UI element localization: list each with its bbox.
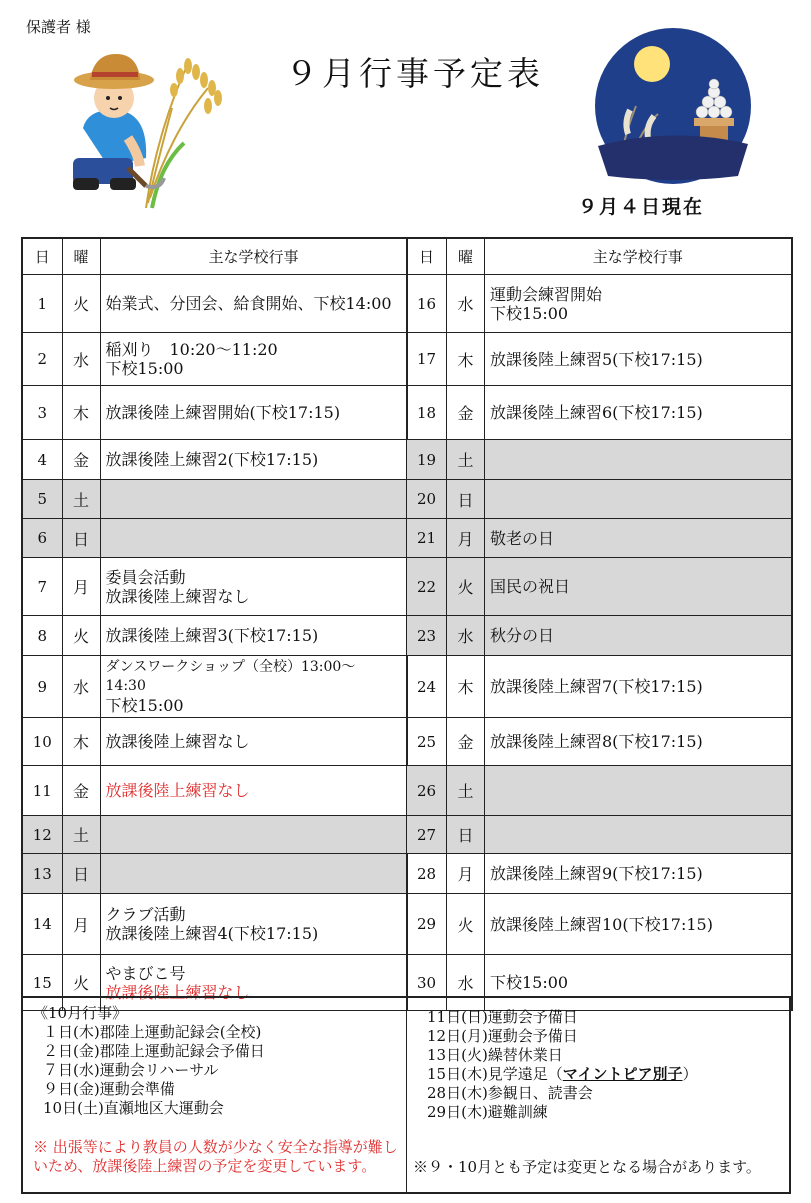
october-item: 29日(木)避難訓練 (427, 1103, 548, 1121)
table-row (22, 766, 407, 816)
weekday-cell: 火 (62, 955, 100, 1011)
table-row (407, 766, 792, 816)
table-row (22, 386, 407, 440)
weekday-cell: 火 (62, 616, 100, 656)
day-cell: 14 (22, 894, 62, 955)
event-line: 運動会練習開始 (490, 284, 603, 304)
event-line: 敬老の日 (490, 528, 555, 548)
weekday-cell: 月 (62, 894, 100, 955)
table-row (407, 718, 792, 766)
weekday-cell: 木 (447, 656, 485, 718)
event-cell (100, 616, 407, 656)
event-cell (485, 616, 792, 656)
day-cell: 17 (407, 333, 447, 386)
day-cell: 4 (22, 440, 62, 480)
table-row (407, 854, 792, 894)
schedule-table-left (21, 237, 408, 1011)
weekday-cell: 月 (447, 854, 485, 894)
weekday-cell: 金 (447, 386, 485, 440)
event-line: やまびこ号 (105, 963, 186, 983)
table-row (22, 519, 407, 558)
event-line: 国民の祝日 (490, 577, 571, 596)
event-line: 放課後陸上練習開始(下校17:15) (105, 403, 341, 422)
event-line: 放課後陸上練習3(下校17:15) (105, 626, 319, 645)
event-cell (100, 816, 407, 854)
weekday-cell: 水 (447, 616, 485, 656)
day-cell: 26 (407, 766, 447, 816)
day-cell: 19 (407, 440, 447, 480)
page-title: ９月行事予定表 (285, 54, 544, 93)
event-line: 稲刈り 10:20～11:20 (105, 340, 278, 359)
table-row (22, 616, 407, 656)
table-row (22, 894, 407, 955)
weekday-cell: 日 (447, 816, 485, 854)
event-cell (100, 854, 407, 894)
day-cell: 12 (22, 816, 62, 854)
event-cell (485, 656, 792, 718)
schedule-change-note: ※９・10月とも予定は変更となる場合があります。 (413, 1158, 761, 1176)
table-row (22, 816, 407, 854)
table-row (407, 480, 792, 519)
table-row (407, 275, 792, 333)
day-cell: 27 (407, 816, 447, 854)
table-row (22, 558, 407, 616)
event-cell (485, 854, 792, 894)
excursion-close: ） (682, 1065, 698, 1083)
day-cell: 7 (22, 558, 62, 616)
day-cell: 23 (407, 616, 447, 656)
event-cell (485, 480, 792, 519)
table-row (22, 440, 407, 480)
event-cell (485, 558, 792, 616)
day-cell: 28 (407, 854, 447, 894)
header-weekday: 曜 (447, 238, 485, 275)
weekday-cell: 木 (62, 386, 100, 440)
event-cell (485, 519, 792, 558)
header-event: 主な学校行事 (100, 238, 407, 275)
farmer-illustration (68, 48, 238, 213)
october-item (413, 1065, 783, 1084)
weekday-cell: 火 (447, 894, 485, 955)
october-item: 10日(土)直瀬地区大運動会 (43, 1099, 224, 1117)
table-row (22, 854, 407, 894)
table-row (407, 519, 792, 558)
table-row (22, 718, 407, 766)
weekday-cell: 水 (447, 275, 485, 333)
event-line: 放課後陸上練習10(下校17:15) (490, 914, 713, 934)
event-cell (100, 718, 407, 766)
october-item: 12日(月)運動会予備日 (427, 1027, 578, 1045)
header-day: 日 (407, 238, 447, 275)
event-line: 下校15:00 (105, 359, 184, 378)
event-line: 放課後陸上練習8(下校17:15) (490, 732, 703, 751)
weekday-cell: 土 (447, 766, 485, 816)
day-cell: 22 (407, 558, 447, 616)
event-cell (485, 894, 792, 955)
table-row (407, 616, 792, 656)
weekday-cell: 水 (62, 333, 100, 386)
header-event: 主な学校行事 (485, 238, 792, 275)
october-item: 11日(日)運動会予備日 (427, 1008, 578, 1026)
weekday-cell: 火 (62, 275, 100, 333)
day-cell: 1 (22, 275, 62, 333)
table-row (22, 656, 407, 718)
event-line: 下校15:00 (490, 973, 569, 992)
october-item: ９日(金)運動会準備 (43, 1080, 175, 1098)
excursion-place: マイントピア別子 (562, 1065, 683, 1083)
header-weekday: 曜 (62, 238, 100, 275)
day-cell: 29 (407, 894, 447, 955)
october-heading: 《10月行事》 (33, 1004, 128, 1022)
event-line: 放課後陸上練習4(下校17:15) (105, 924, 319, 943)
weekday-cell: 日 (447, 480, 485, 519)
october-item-text: 15日(木)見学遠足（ (427, 1065, 563, 1083)
event-line: 秋分の日 (490, 626, 555, 645)
event-line: 14:30 (105, 678, 146, 694)
day-cell: 15 (22, 955, 62, 1011)
event-cell (100, 480, 407, 519)
day-cell: 20 (407, 480, 447, 519)
event-line: 下校15:00 (490, 303, 569, 323)
october-item: ２日(金)郡陸上運動記録会予備日 (43, 1042, 265, 1060)
day-cell: 18 (407, 386, 447, 440)
day-cell: 11 (22, 766, 62, 816)
event-cell (100, 275, 407, 333)
table-row (22, 480, 407, 519)
day-cell: 6 (22, 519, 62, 558)
day-cell: 3 (22, 386, 62, 440)
day-cell: 21 (407, 519, 447, 558)
weekday-cell: 木 (62, 718, 100, 766)
weekday-cell: 金 (62, 440, 100, 480)
weekday-cell: 水 (62, 656, 100, 718)
weekday-cell: 日 (62, 854, 100, 894)
october-item: 13日(火)繰替休業日 (427, 1046, 563, 1064)
table-row (407, 440, 792, 480)
weekday-cell: 土 (62, 816, 100, 854)
event-line: 放課後陸上練習6(下校17:15) (490, 403, 703, 422)
event-cell (485, 718, 792, 766)
table-row (407, 333, 792, 386)
moon-viewing-illustration (588, 26, 758, 186)
october-item: １日(木)郡陸上運動記録会(全校) (43, 1023, 262, 1041)
event-cell (100, 766, 407, 816)
weekday-cell: 土 (62, 480, 100, 519)
table-row (407, 894, 792, 955)
table-row (407, 656, 792, 718)
as-of-date: ９月４日現在 (578, 196, 705, 218)
event-cell (485, 816, 792, 854)
day-cell: 2 (22, 333, 62, 386)
table-row (22, 275, 407, 333)
table-row (22, 333, 407, 386)
event-line: 委員会活動 (105, 567, 186, 587)
event-cell (100, 386, 407, 440)
event-line: 放課後陸上練習なし (105, 982, 250, 1002)
event-cell (485, 275, 792, 333)
event-line: 下校15:00 (105, 696, 184, 715)
event-cell (100, 558, 407, 616)
day-cell: 25 (407, 718, 447, 766)
day-cell: 13 (22, 854, 62, 894)
addressee: 保護者 様 (26, 18, 91, 36)
day-cell: 9 (22, 656, 62, 718)
weekday-cell: 金 (447, 718, 485, 766)
day-cell: 10 (22, 718, 62, 766)
header-day: 日 (22, 238, 62, 275)
event-cell (100, 894, 407, 955)
weekday-cell: 月 (62, 558, 100, 616)
event-cell (485, 440, 792, 480)
event-line: 放課後陸上練習なし (105, 732, 250, 751)
table-row (407, 816, 792, 854)
october-item: ７日(水)運動会リハーサル (43, 1061, 219, 1079)
table-header (22, 238, 407, 275)
october-events-left (21, 996, 407, 1194)
practice-change-note: ※ 出張等により教員の人数が少なく安全な指導が難しいため、放課後陸上練習の予定を変更しています。 (33, 1138, 398, 1175)
weekday-cell: 日 (62, 519, 100, 558)
weekday-cell: 火 (447, 558, 485, 616)
weekday-cell: 木 (447, 333, 485, 386)
day-cell: 24 (407, 656, 447, 718)
october-events-right (406, 996, 791, 1194)
event-cell (485, 386, 792, 440)
event-line: 放課後陸上練習なし (105, 781, 250, 800)
event-line: 始業式、分団会、給食開始、下校14:00 (105, 294, 392, 313)
event-line: 放課後陸上練習5(下校17:15) (490, 349, 703, 369)
event-line: ダンスワークショップ（全校）13:00～ (105, 659, 356, 675)
event-line: 放課後陸上練習9(下校17:15) (490, 864, 703, 883)
event-line: 放課後陸上練習7(下校17:15) (490, 677, 703, 696)
event-line: 放課後陸上練習なし (105, 586, 250, 606)
weekday-cell: 金 (62, 766, 100, 816)
event-line: クラブ活動 (105, 905, 186, 924)
event-cell (100, 333, 407, 386)
table-row (407, 558, 792, 616)
event-line: 放課後陸上練習2(下校17:15) (105, 450, 319, 469)
weekday-cell: 月 (447, 519, 485, 558)
event-cell (485, 333, 792, 386)
day-cell: 5 (22, 480, 62, 519)
schedule-table-right (406, 237, 793, 1011)
october-item: 28日(木)参観日、読書会 (427, 1084, 593, 1102)
event-cell (100, 656, 407, 718)
event-cell (485, 766, 792, 816)
day-cell: 8 (22, 616, 62, 656)
table-header (407, 238, 792, 275)
day-cell: 16 (407, 275, 447, 333)
day-cell: 30 (407, 955, 447, 1011)
weekday-cell: 土 (447, 440, 485, 480)
weekday-cell: 水 (447, 955, 485, 1011)
event-cell (100, 440, 407, 480)
table-row (407, 386, 792, 440)
event-cell (100, 519, 407, 558)
